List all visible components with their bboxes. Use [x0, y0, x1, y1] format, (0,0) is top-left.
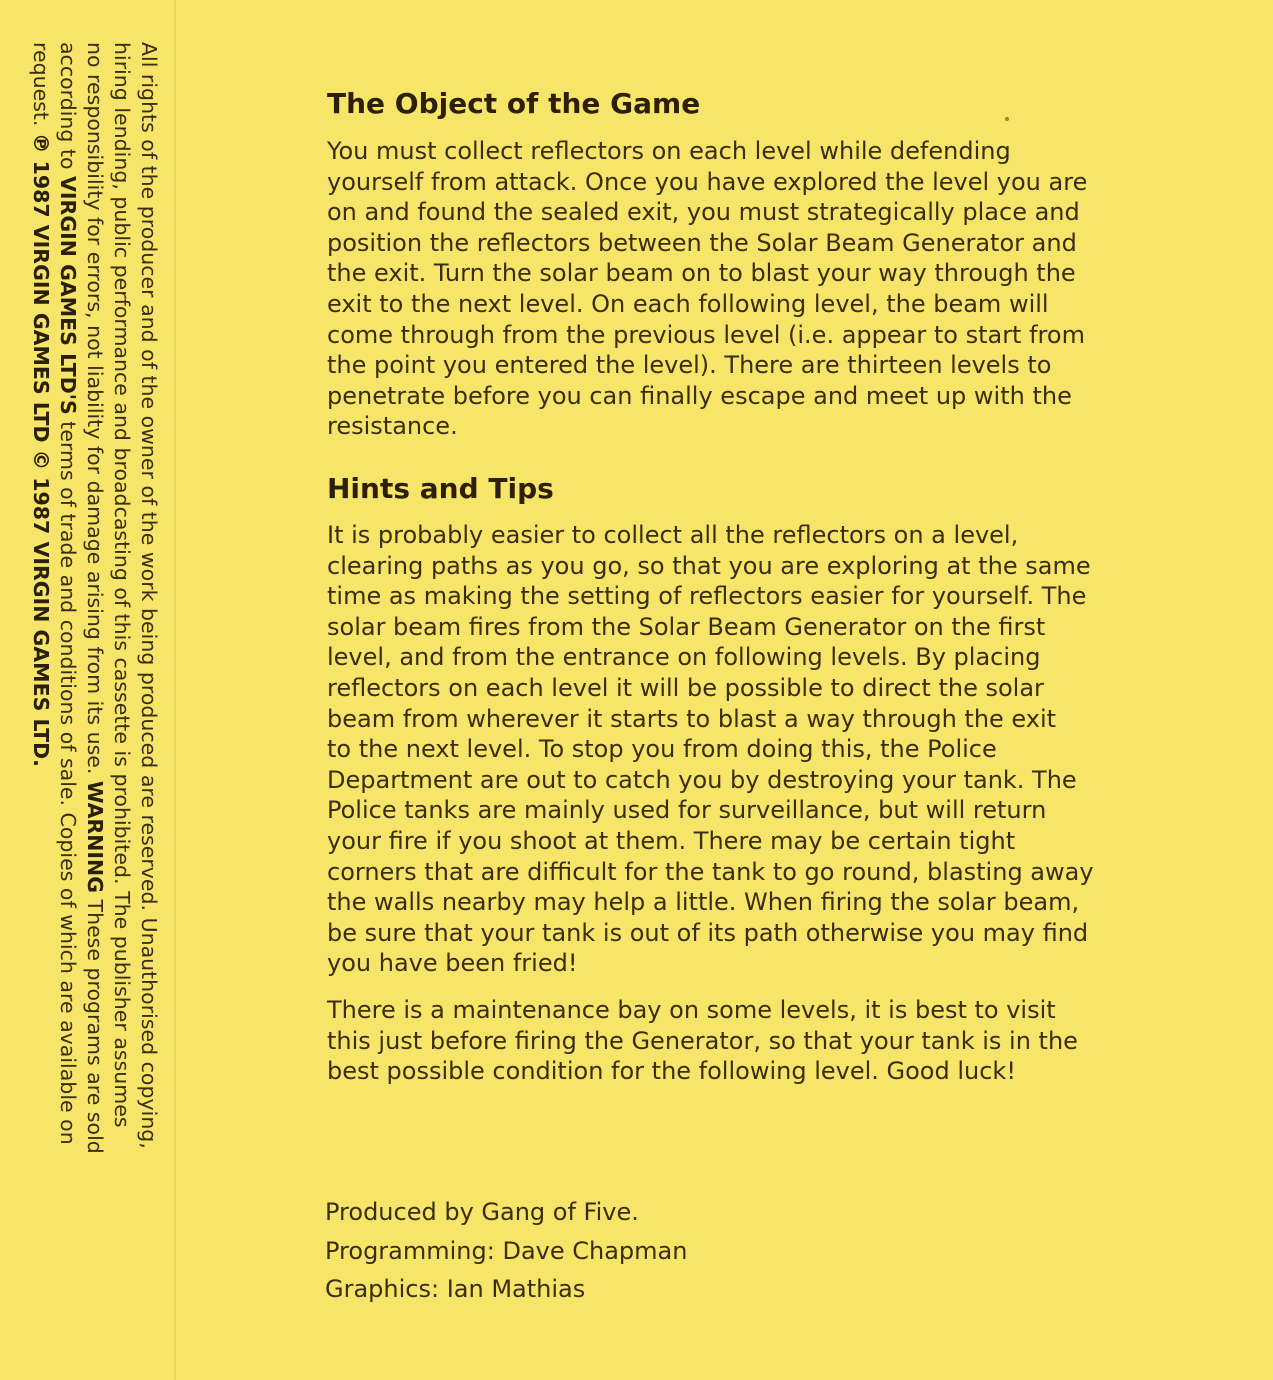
text-line: yourself from attack. Once you have explored the level you are [327, 167, 1088, 196]
legal-company-name: VIRGIN GAMES LTD'S [56, 176, 80, 415]
legal-text: These programs are sold [83, 893, 107, 1154]
text-line: best possible condition for the following level. Good luck! [327, 1057, 1016, 1086]
text-line: the walls nearby may help a little. When firing the solar beam, [327, 888, 1080, 917]
print-speck [1005, 117, 1009, 121]
text-line: come through from the previous level (i.e. appear to start from [327, 320, 1085, 349]
text-line: position the reflectors between the Solar Beam Generator and [327, 228, 1077, 257]
credit-programming: Programming: Dave Chapman [325, 1236, 688, 1265]
legal-line-2 [108, 42, 135, 1342]
text-line: resistance. [327, 412, 458, 441]
text-line: be sure that your tank is out of its path otherwise you may find [327, 918, 1089, 947]
legal-line-3 [81, 42, 108, 1342]
text-line: on and found the sealed exit, you must strategically place and [327, 198, 1080, 227]
legal-notice [27, 42, 162, 1342]
text-line: level, and from the entrance on following levels. By placing [327, 643, 1041, 672]
spine-fold-line [174, 0, 176, 1380]
text-line: penetrate before you can finally escape and meet up with the [327, 381, 1072, 410]
text-line: You must collect reflectors on each level while defending [327, 137, 1011, 165]
credit-graphics: Graphics: Ian Mathias [325, 1275, 586, 1303]
text-line: you have been fried! [327, 949, 578, 978]
object-of-game-heading: The Object of the Game [327, 87, 701, 120]
legal-text: no responsibility for errors, not liability for damage arising from its use. [83, 42, 107, 781]
hints-and-tips-heading: Hints and Tips [327, 472, 554, 505]
legal-text: hiring lending, public performance and broadcasting of this cassette is prohibited. The publisher assumes [110, 42, 134, 1128]
text-line: your fire if you shoot at them. There may be certain tight [327, 826, 1016, 855]
object-of-game-paragraph [327, 136, 1087, 442]
maintenance-paragraph [327, 995, 1078, 1087]
text-line: clearing paths as you go, so that you are exploring at the same [327, 551, 1091, 580]
text-line: the exit. Turn the solar beam on to blast your way through the [327, 259, 1076, 288]
legal-text: terms of trade and conditions of sale. Copies of which are available on [56, 414, 80, 1145]
legal-text: All rights of the producer and of the owner of the work being produced are reserved. Unauthorised copying, [137, 42, 161, 1149]
text-line: corners that are difficult for the tank to go round, blasting away [327, 857, 1094, 886]
credits [325, 1193, 687, 1309]
legal-line-5 [27, 42, 54, 1342]
text-line: exit to the next level. On each following level, the beam will [327, 289, 1049, 318]
text-line: reflectors on each level it will be possible to direct the solar [327, 673, 1044, 702]
legal-copyright: ℗ 1987 VIRGIN GAMES LTD © 1987 VIRGIN GAMES LTD. [29, 132, 53, 767]
hints-and-tips-paragraph [327, 520, 1094, 979]
legal-line-1 [135, 42, 162, 1342]
text-line: Department are out to catch you by destroying your tank. The [327, 765, 1077, 794]
credit-producer: Produced by Gang of Five. [325, 1198, 639, 1226]
text-line: beam from wherever it starts to blast a way through the exit [327, 704, 1057, 733]
text-line: Police tanks are mainly used for surveillance, but will return [327, 796, 1047, 825]
text-line: solar beam fires from the Solar Beam Generator on the first [327, 612, 1046, 641]
text-line: the point you entered the level). There are thirteen levels to [327, 351, 1052, 380]
text-line: It is probably easier to collect all the reflectors on a level, [327, 521, 1019, 549]
text-line: to the next level. To stop you from doing this, the Police [327, 735, 997, 764]
legal-line-4 [54, 42, 81, 1342]
legal-warning-label: WARNING [83, 780, 107, 894]
legal-text: request. [29, 42, 53, 133]
text-line: There is a maintenance bay on some levels, it is best to visit [327, 996, 1056, 1024]
legal-text: according to [56, 42, 80, 177]
text-line: time as making the setting of reflectors easier for yourself. The [327, 582, 1087, 611]
text-line: this just before firing the Generator, so that your tank is in the [327, 1026, 1078, 1055]
